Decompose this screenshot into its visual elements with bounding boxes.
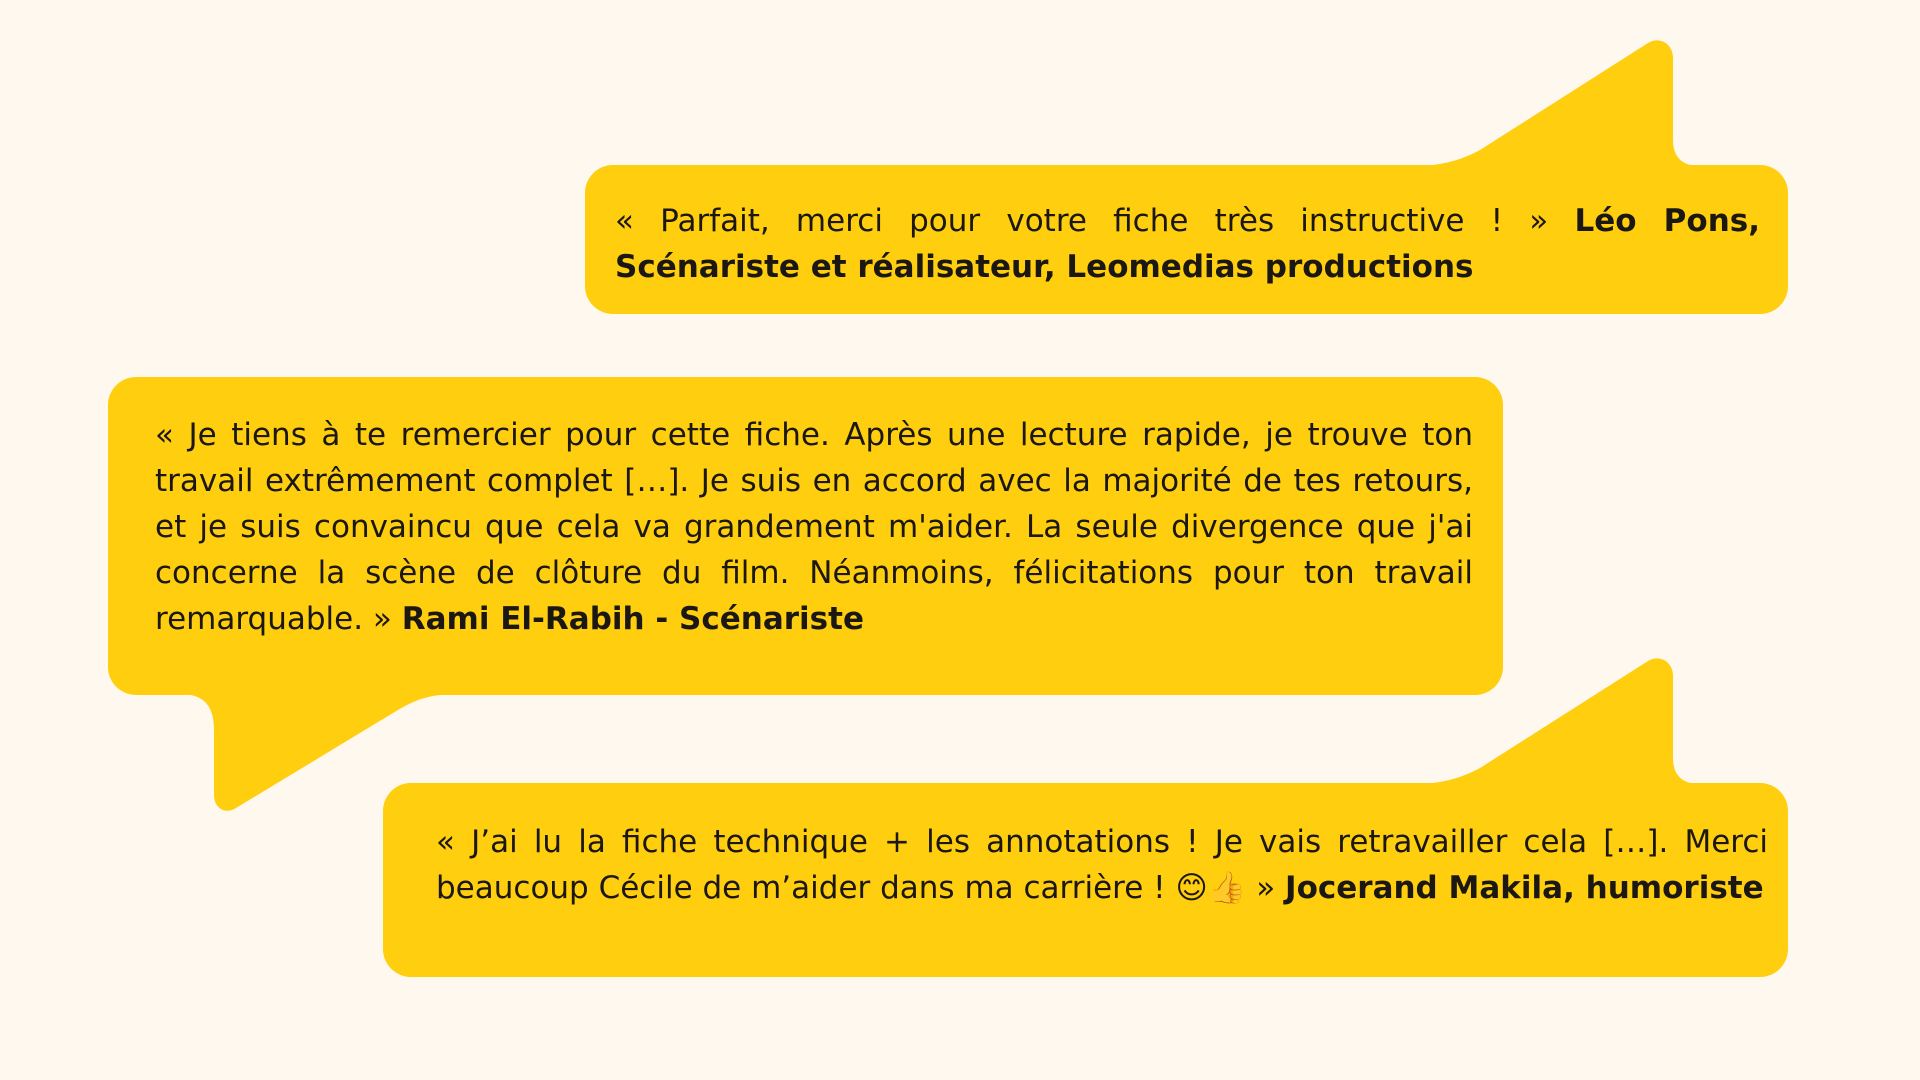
testimonial-2 — [155, 412, 1473, 642]
testimonial-2-author: Rami El-Rabih - Scénariste — [401, 601, 864, 637]
testimonial-1-quote: « Parfait, merci pour votre fiche très instructive ! » — [615, 203, 1575, 239]
smile-thumbs-up-emoji-icon: 😊👍 — [1175, 870, 1247, 906]
speech-bubble-1-tail — [1415, 40, 1700, 166]
testimonial-1 — [615, 198, 1760, 290]
speech-bubble-3 — [383, 658, 1788, 977]
testimonial-3 — [436, 819, 1768, 911]
testimonial-3-quote: « J’ai lu la fiche technique + les annotations ! Je vais retravailler cela […]. Merci beaucoup Cécile de m’aider dans ma carrière ! — [436, 824, 1768, 906]
testimonial-3-quote-end: » — [1246, 870, 1286, 906]
testimonial-1-author: Léo Pons, Scénariste et réalisateur, Leomedias productions — [615, 203, 1760, 285]
testimonial-3-author: Jocerand Makila, humoriste — [1285, 870, 1764, 906]
testimonial-2-quote: « Je tiens à te remercier pour cette fiche. Après une lecture rapide, je trouve ton travail extrêmement complet […]. Je suis en accord avec la majorité de tes retours, et je suis convaincu que cela va grandement m'aider. La seule divergence que j'ai concerne la scène de clôture du film. Néanmoins, félicitations pour ton travail remarquable. » — [155, 417, 1473, 637]
